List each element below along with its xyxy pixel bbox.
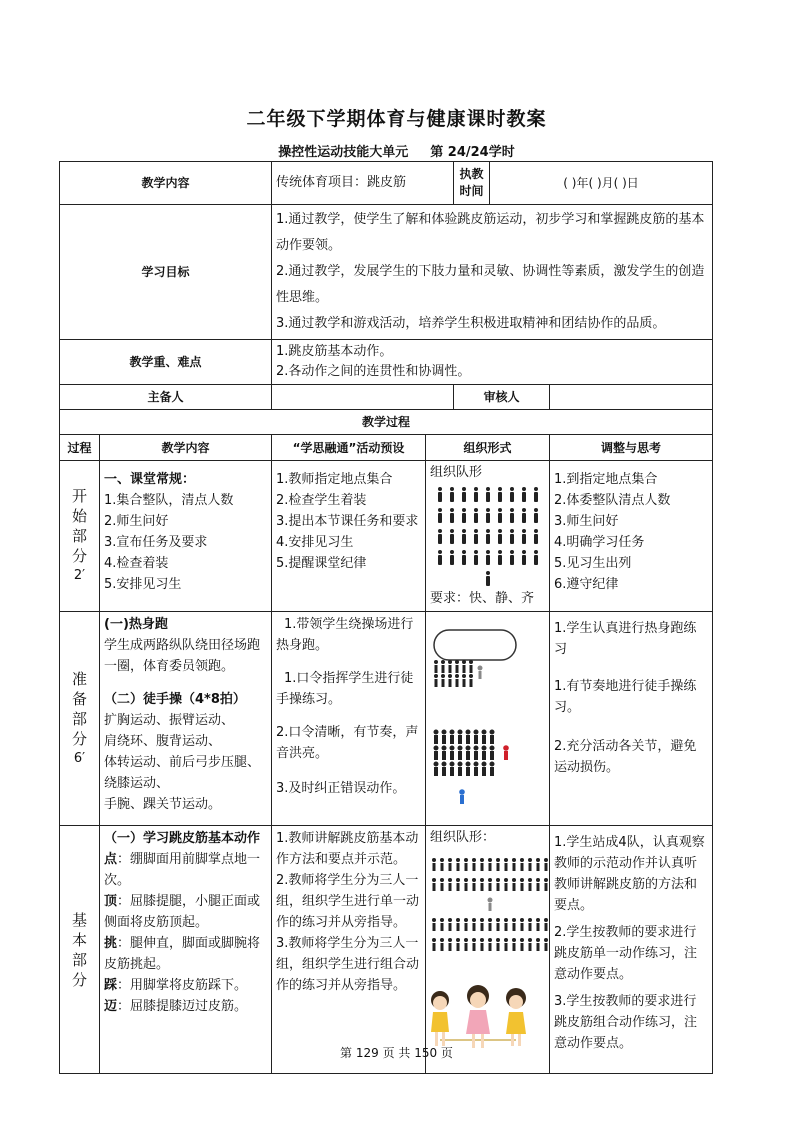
col-header-stage: 过程 <box>60 435 100 461</box>
girl-middle <box>466 985 490 1048</box>
section-warmup-row <box>60 612 713 826</box>
teacher-center-figure <box>488 898 493 912</box>
formation-row-1 <box>434 730 495 745</box>
goal-item: 3.通过教学和游戏活动，培养学生积极进取精神和团结协作的品质。 <box>276 316 666 331</box>
col-header-activity: “学思融通”活动预设 <box>272 435 426 461</box>
technique-point: 点：绷脚面用前脚掌点地一次。 <box>104 852 261 888</box>
process-title: 教学过程 <box>60 410 713 435</box>
technique-point: 踩：用脚掌将皮筋踩下。 <box>104 978 248 993</box>
content-label: 教学内容 <box>60 162 272 205</box>
student-figure <box>509 487 515 502</box>
goals-label: 学习目标 <box>60 205 272 340</box>
student-row <box>432 878 548 891</box>
keypoint-item: 1.跳皮筋基本动作。 <box>276 344 393 359</box>
goals-row <box>60 205 713 340</box>
student-figure <box>497 487 503 502</box>
student-figure <box>473 550 479 565</box>
student-figure <box>533 487 539 502</box>
section-start-row <box>60 461 713 612</box>
runner-row-2 <box>434 674 473 687</box>
main-organization <box>426 826 550 1074</box>
student-figure <box>437 529 443 544</box>
student-figure <box>437 487 443 502</box>
page-footer: 第 129 页 共 150 页 <box>340 1046 453 1060</box>
student-figure <box>521 550 527 565</box>
student-figure <box>521 529 527 544</box>
student-figure <box>497 529 503 544</box>
warmup-activity: 1.带领学生绕操场进行热身跑。 1.口令指挥学生进行徒手操练习。 2.口令清晰，有节奏，声音洪亮。 3.及时纠正错误动作。 <box>272 612 426 826</box>
student-figure <box>533 508 539 523</box>
student-figure <box>533 529 539 544</box>
stage-start: 开 始 部 分 2′ <box>60 461 100 612</box>
technique-point: 迈：屈膝提膝迈过皮筋。 <box>104 999 248 1014</box>
main-content: （一）学习跳皮筋基本动作 点：绷脚面用前脚掌点地一次。 顶：屈膝提腿，小腿正面或侧面将皮筋顶起。 挑：腿伸直，脚面或脚腕将皮筋挑起。 踩：用脚掌将皮筋踩下。 迈：屈膝提膝迈过皮筋。 <box>100 826 272 1074</box>
student-figure <box>461 487 467 502</box>
col-header-content: 教学内容 <box>100 435 272 461</box>
start-reflection: 1.到指定地点集合 2.体委整队清点人数 3.师生问好 4.明确学习任务 5.见习生出列 6.遵守纪律 <box>550 461 713 612</box>
goal-item: 1.通过教学，使学生了解和体验跳皮筋运动，初步学习和掌握跳皮筋的基本动作要领。 <box>276 212 705 253</box>
student-figure <box>437 550 443 565</box>
student-figure <box>509 550 515 565</box>
teacher-figure <box>485 571 491 586</box>
student-figure <box>473 487 479 502</box>
student-figure <box>485 529 491 544</box>
student-figure <box>521 487 527 502</box>
start-content: 一、课堂常规： 1.集合整队，清点人数 2.师生问好 3.宣布任务及要求 4.检查着装 5.安排见习生 <box>100 461 272 612</box>
warmup-organization <box>426 612 550 826</box>
content-value: 传统体育项目：跳皮筋 <box>272 162 454 205</box>
preparer-label: 主备人 <box>60 385 272 410</box>
leader-figure <box>478 666 483 680</box>
formation-diagram <box>430 487 545 589</box>
keypoints-list <box>272 340 713 385</box>
page-subtitle <box>0 141 793 160</box>
formation-row-3 <box>434 762 495 777</box>
student-figure <box>497 550 503 565</box>
student-figure <box>473 529 479 544</box>
stage-main: 基 本 部 分 <box>60 826 100 1074</box>
keypoints-label: 教学重、难点 <box>60 340 272 385</box>
preparer-value <box>272 385 454 410</box>
main-reflection: 1.学生站成4队，认真观察教师的示范动作并认真听教师讲解跳皮筋的方法和要点。 2.学生按教师的要求进行跳皮筋单一动作练习，注意动作要点。 3.学生按教师的要求进行跳皮筋组合动作练习，注意动作要点。 <box>550 826 713 1074</box>
student-figure <box>461 550 467 565</box>
keypoint-item: 2.各动作之间的连贯性和协调性。 <box>276 364 471 379</box>
org-label: 组织队形： <box>430 830 496 845</box>
track-loop <box>434 630 516 660</box>
student-figure <box>485 487 491 502</box>
girl-left <box>431 991 449 1046</box>
student-figure <box>521 508 527 523</box>
student-figure <box>533 550 539 565</box>
content-row <box>60 162 713 205</box>
formation-row-2 <box>434 746 495 761</box>
student-figure <box>497 508 503 523</box>
warmup-reflection: 1.学生认真进行热身跑练习 1.有节奏地进行徒手操练习。 2.充分活动各关节，避免运动损伤。 <box>550 612 713 826</box>
lesson-plan-table <box>59 161 713 1074</box>
student-figure <box>437 508 443 523</box>
unit-name: 操控性运动技能大单元 <box>278 145 409 160</box>
calisthenics-formation <box>434 730 495 777</box>
student-figure <box>449 550 455 565</box>
student-figure <box>449 487 455 502</box>
org-requirement: 要求：快、静、齐 <box>430 591 535 606</box>
section-main-row <box>60 826 713 1074</box>
teacher-blue-figure <box>459 789 465 804</box>
technique-point: 挑：腿伸直，脚面或脚腕将皮筋挑起。 <box>104 936 261 972</box>
main-activity: 1.教师讲解跳皮筋基本动作方法和要点并示范。 2.教师将学生分为三人一组，组织学生进行单一动作的练习并从旁指导。 3.教师将学生分为三人一组，组织学生进行组合动作的练习并从旁指导。 <box>272 826 426 1074</box>
col-header-reflection: 调整与思考 <box>550 435 713 461</box>
four-rows-students <box>432 858 548 951</box>
date-field: ( )年( )月( )日 <box>490 162 713 205</box>
student-figure <box>461 508 467 523</box>
lesson-number: 第 24/24学时 <box>430 145 515 160</box>
girl-right <box>506 988 526 1046</box>
start-activity: 1.教师指定地点集合 2.检查学生着装 3.提出本节课任务和要求 4.安排见习生 5.提醒课堂纪律 <box>272 461 426 612</box>
rubber-band-players-illustration <box>431 985 526 1048</box>
goals-list <box>272 205 713 340</box>
technique-point: 顶：屈膝提腿，小腿正面或侧面将皮筋顶起。 <box>104 894 261 930</box>
keypoints-row <box>60 340 713 385</box>
reviewer-label: 审核人 <box>454 385 550 410</box>
goal-item: 2.通过教学，发展学生的下肢力量和灵敏、协调性等素质，激发学生的创造性思维。 <box>276 264 705 305</box>
student-figure <box>509 508 515 523</box>
column-header-row <box>60 435 713 461</box>
page-title: 二年级下学期体育与健康课时教案 <box>246 108 547 130</box>
student-row <box>432 858 548 871</box>
staff-row <box>60 385 713 410</box>
student-row <box>432 918 548 931</box>
reviewer-value <box>550 385 713 410</box>
two-column-runners <box>434 660 473 687</box>
student-figure <box>461 529 467 544</box>
col-header-organization: 组织形式 <box>426 435 550 461</box>
org-label: 组织队形 <box>430 465 483 480</box>
student-row <box>432 938 548 951</box>
runner-row-1 <box>434 660 473 673</box>
start-organization <box>426 461 550 612</box>
warmup-content: (一)热身跑 学生成两路纵队绕田径场跑一圈，体育委员领跑。 （二）徒手操（4*8拍） 扩胸运动、振臂运动、 肩绕环、腹背运动、 体转运动、前后弓步压腿、 绕膝运动、 手腕、踝关节运动。 <box>100 612 272 826</box>
student-figure <box>473 508 479 523</box>
student-figure <box>449 529 455 544</box>
student-figure <box>449 508 455 523</box>
exec-time-label: 执教时间 <box>454 162 490 205</box>
student-figure <box>509 529 515 544</box>
teacher-red-figure <box>503 745 509 760</box>
student-figure <box>485 550 491 565</box>
process-title-row <box>60 410 713 435</box>
student-figure <box>485 508 491 523</box>
stage-warmup: 准 备 部 分 6′ <box>60 612 100 826</box>
